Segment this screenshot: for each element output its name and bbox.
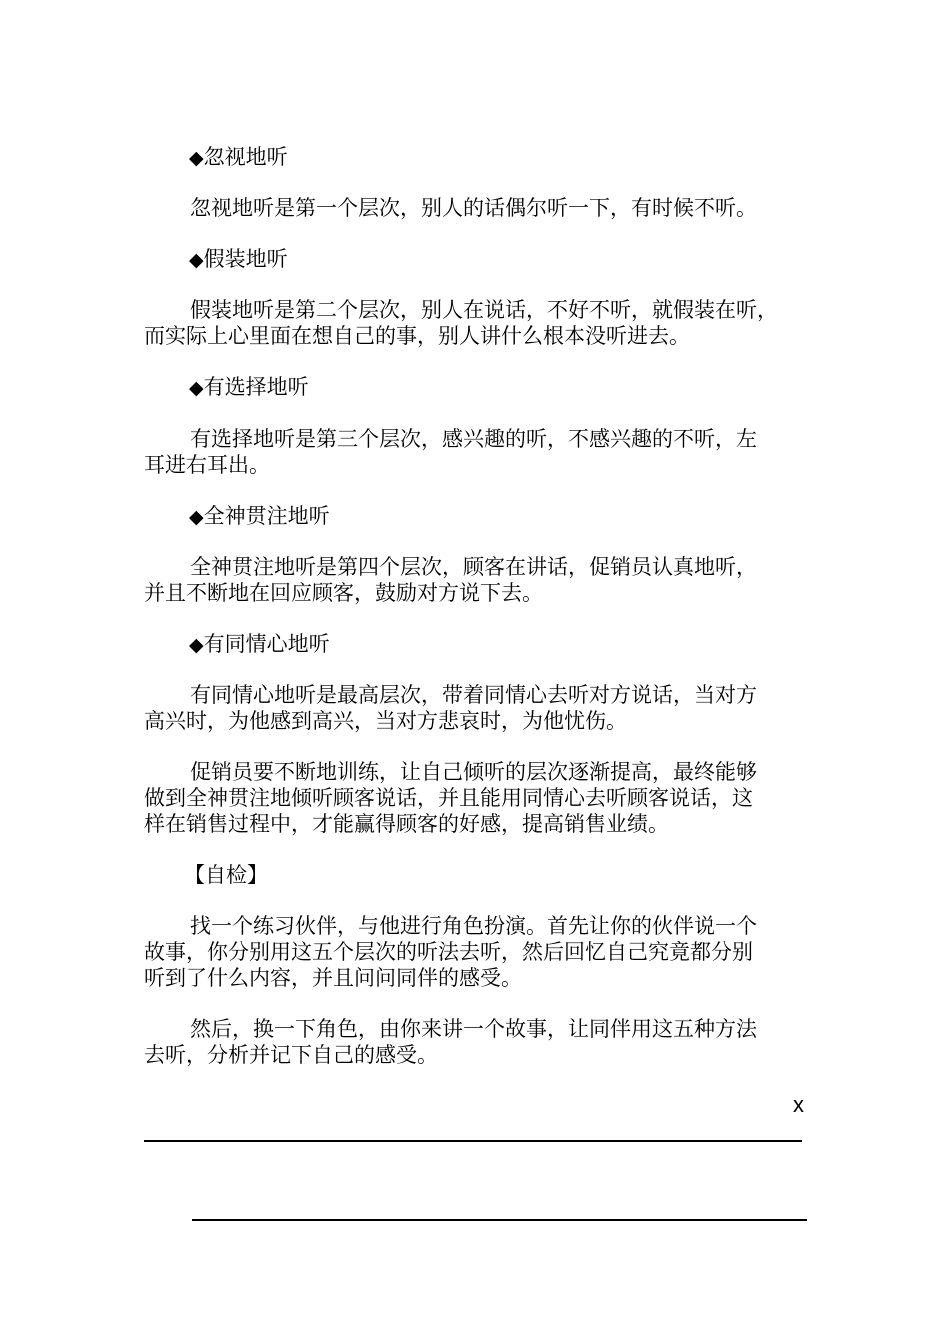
paragraph-line: 并且不断地在回应顾客，鼓励对方说下去。 — [144, 581, 543, 605]
paragraph-line: 听到了什么内容，并且问问同伴的感受。 — [144, 966, 522, 990]
diamond-bullet-icon: ◆ — [189, 147, 204, 169]
paragraph-line: 假装地听是第二个层次，别人在说话，不好不听，就假装在听， — [190, 298, 778, 322]
footer-x-mark: x — [793, 1092, 804, 1117]
paragraph-line: 耳进右耳出。 — [144, 453, 270, 477]
paragraph-line: 有同情心地听是最高层次，带着同情心去听对方说话，当对方 — [190, 683, 757, 707]
paragraph-line: 样在销售过程中，才能赢得顾客的好感，提高销售业绩。 — [144, 812, 669, 836]
heading-empathic-listening — [189, 631, 330, 658]
paragraph-line: 有选择地听是第三个层次，感兴趣的听，不感兴趣的不听，左 — [190, 427, 757, 451]
heading-ignore-listening — [189, 144, 288, 171]
paragraph-line: 故事，你分别用这五个层次的听法去听，然后回忆自己究竟都分别 — [144, 940, 753, 964]
heading-pretend-listening — [189, 246, 288, 273]
diamond-bullet-icon: ◆ — [189, 377, 204, 399]
footer-rule-upper — [144, 1140, 802, 1142]
diamond-bullet-icon: ◆ — [189, 249, 204, 271]
paragraph-line: 而实际上心里面在想自己的事，别人讲什么根本没听进去。 — [144, 324, 690, 348]
paragraph-line: 忽视地听是第一个层次，别人的话偶尔听一下，有时候不听。 — [190, 196, 757, 220]
diamond-bullet-icon: ◆ — [189, 506, 204, 528]
paragraph-line: 促销员要不断地训练，让自己倾听的层次逐渐提高，最终能够 — [190, 760, 757, 784]
heading-text: 忽视地听 — [203, 145, 288, 169]
heading-text: 有选择地听 — [203, 375, 309, 399]
diamond-bullet-icon: ◆ — [189, 634, 204, 656]
paragraph-line: 高兴时，为他感到高兴，当对方悲哀时，为他忧伤。 — [144, 709, 627, 733]
heading-text: 全神贯注地听 — [203, 504, 330, 528]
heading-attentive-listening — [189, 503, 330, 530]
self-check-heading: 【自检】 — [184, 863, 268, 887]
heading-text: 有同情心地听 — [203, 632, 330, 656]
paragraph-line: 然后，换一下角色，由你来讲一个故事，让同伴用这五种方法 — [190, 1017, 757, 1041]
paragraph-line: 找一个练习伙伴，与他进行角色扮演。首先让你的伙伴说一个 — [190, 914, 757, 938]
paragraph-line: 去听，分析并记下自己的感受。 — [144, 1043, 438, 1067]
footer-rule-lower — [192, 1219, 807, 1221]
heading-text: 假装地听 — [203, 247, 288, 271]
paragraph-line: 做到全神贯注地倾听顾客说话，并且能用同情心去听顾客说话，这 — [144, 786, 753, 810]
paragraph-line: 全神贯注地听是第四个层次，顾客在讲话，促销员认真地听， — [190, 555, 757, 579]
heading-selective-listening — [189, 374, 309, 401]
